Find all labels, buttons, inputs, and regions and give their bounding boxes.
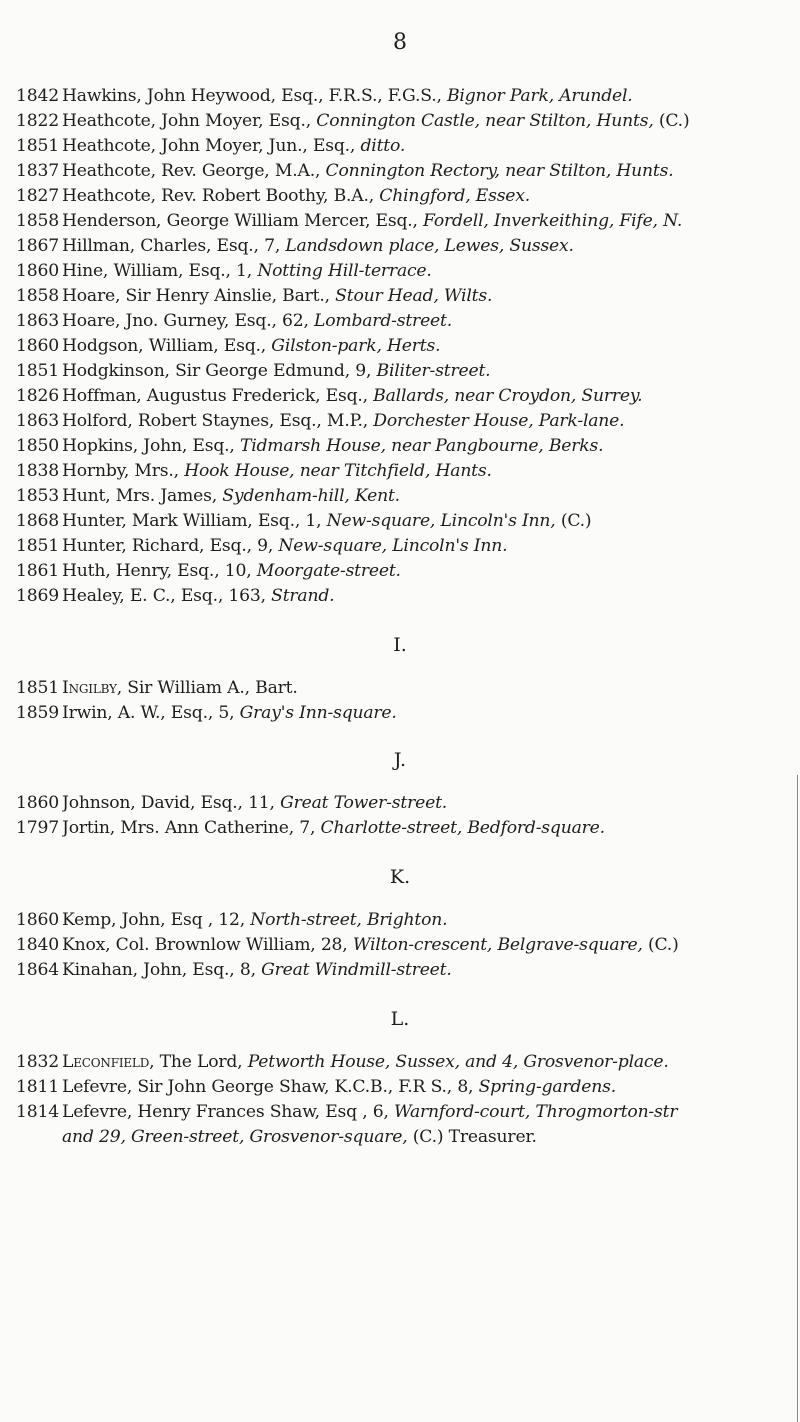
entry-place: Fordell, Inverkeithing, Fife, N. — [423, 211, 683, 231]
entry-surname: Ingilby, — [62, 678, 122, 698]
list-item — [16, 1052, 800, 1077]
entry-tail: (C.) — [555, 511, 592, 531]
entry-year: 1827 — [16, 186, 59, 206]
list-item — [16, 960, 800, 985]
entry-text — [62, 960, 800, 980]
list-item — [16, 311, 800, 336]
entry-place: Hook House, near Titchfield, Hants. — [184, 461, 492, 481]
entry-name: Healey, E. C., Esq., 163, — [62, 586, 272, 606]
section-letter-i: I. — [393, 634, 407, 656]
entry-name: Huth, Henry, Esq., 10, — [62, 561, 257, 581]
list-item — [16, 286, 800, 311]
list-item — [16, 261, 800, 286]
list-item — [16, 411, 800, 436]
entry-place: Warnford-court, Throgmorton-str — [394, 1102, 678, 1122]
member-list — [16, 86, 800, 1152]
entry-text — [62, 161, 800, 181]
page-edge-line — [797, 775, 798, 1422]
entry-year: 1826 — [16, 386, 59, 406]
entry-year: 1850 — [16, 436, 59, 456]
list-item — [16, 935, 800, 960]
entry-text — [62, 561, 800, 581]
entry-name: Heathcote, John Moyer, Jun., Esq., — [62, 136, 361, 156]
list-item — [16, 486, 800, 511]
entry-year: 1861 — [16, 561, 59, 581]
entry-place: Biliter-street. — [376, 361, 491, 381]
entry-place: and 29, Green-street, Grosvenor-square, — [62, 1127, 408, 1147]
entry-continuation — [16, 1127, 800, 1152]
list-item — [16, 86, 800, 111]
list-item — [16, 136, 800, 161]
entry-year: 1840 — [16, 935, 59, 955]
entry-text — [62, 703, 800, 723]
entry-text — [62, 536, 800, 556]
entry-name: Hoffman, Augustus Frederick, Esq., — [62, 386, 374, 406]
entry-year: 1864 — [16, 960, 59, 980]
entry-name: Kinahan, John, Esq., 8, — [62, 960, 262, 980]
entry-text — [62, 261, 800, 281]
entry-text — [62, 1077, 800, 1097]
entry-name: Knox, Col. Brownlow William, 28, — [62, 935, 353, 955]
list-item — [16, 436, 800, 461]
section-k-entries — [16, 910, 800, 985]
entry-name: Hodgkinson, Sir George Edmund, 9, — [62, 361, 377, 381]
entry-text — [62, 111, 800, 131]
entry-year: 1869 — [16, 586, 59, 606]
entry-name: Hornby, Mrs., — [62, 461, 185, 481]
entry-place: ditto. — [360, 136, 406, 156]
entry-year: 1851 — [16, 136, 59, 156]
entry-year: 1838 — [16, 461, 59, 481]
entry-name: Hopkins, John, Esq., — [62, 436, 240, 456]
entry-tail: (C.) — [653, 111, 690, 131]
entry-tail: (C.) — [642, 935, 679, 955]
section-letter-j: J. — [393, 749, 407, 771]
list-item — [16, 386, 800, 411]
list-item — [16, 910, 800, 935]
entry-text — [62, 793, 800, 813]
entry-name: Holford, Robert Staynes, Esq., M.P., — [62, 411, 374, 431]
entry-place: Great Windmill-street. — [261, 960, 452, 980]
entry-text — [62, 236, 800, 256]
entry-place: Lombard-street. — [314, 311, 452, 331]
list-item — [16, 361, 800, 386]
entry-place: New-square, Lincoln's Inn, — [326, 511, 556, 531]
entry-place: Great Tower-street. — [280, 793, 448, 813]
entry-year: 1851 — [16, 361, 59, 381]
entry-year: 1863 — [16, 311, 59, 331]
entry-year: 1832 — [16, 1052, 59, 1072]
entry-tail: (C.) Treasurer. — [407, 1127, 537, 1147]
entry-text — [62, 361, 800, 381]
list-item — [16, 1102, 800, 1127]
entry-name: Lefevre, Sir John George Shaw, K.C.B., F.R S., 8, — [62, 1077, 479, 1097]
entry-name: Hillman, Charles, Esq., 7, — [62, 236, 286, 256]
entry-text — [62, 678, 800, 698]
entry-name: Hunter, Richard, Esq., 9, — [62, 536, 279, 556]
entry-year: 1853 — [16, 486, 59, 506]
entry-text — [62, 211, 800, 231]
entry-name: Hoare, Jno. Gurney, Esq., 62, — [62, 311, 314, 331]
section-h-entries — [16, 86, 800, 611]
entry-year: 1860 — [16, 261, 59, 281]
entry-place: Spring-gardens. — [478, 1077, 616, 1097]
entry-name: Hawkins, John Heywood, Esq., F.R.S., F.G.S., — [62, 86, 447, 106]
entry-text — [62, 86, 800, 106]
entry-place: Moorgate-street. — [256, 561, 401, 581]
entry-text — [62, 436, 800, 456]
entry-text — [62, 935, 800, 955]
list-item — [16, 1077, 800, 1102]
entry-place: Bignor Park, Arundel. — [447, 86, 633, 106]
list-item — [16, 161, 800, 186]
list-item — [16, 186, 800, 211]
entry-text — [62, 411, 800, 431]
entry-year: 1858 — [16, 286, 59, 306]
entry-text — [62, 586, 800, 606]
list-item — [16, 336, 800, 361]
entry-text — [62, 1127, 800, 1147]
entry-place: Connington Castle, near Stilton, Hunts, — [316, 111, 654, 131]
entry-place: Connington Rectory, near Stilton, Hunts. — [325, 161, 674, 181]
list-item — [16, 678, 800, 703]
entry-place: Stour Head, Wilts. — [335, 286, 493, 306]
list-item — [16, 236, 800, 261]
entry-place: Dorchester House, Park-lane. — [373, 411, 625, 431]
entry-year: 1811 — [16, 1077, 59, 1097]
list-item — [16, 111, 800, 136]
entry-place: Wilton-crescent, Belgrave-square, — [352, 935, 643, 955]
entry-name: The Lord, — [154, 1052, 248, 1072]
entry-name: Lefevre, Henry Frances Shaw, Esq , 6, — [62, 1102, 395, 1122]
entry-year: 1868 — [16, 511, 59, 531]
entry-year: 1860 — [16, 336, 59, 356]
entry-place: Sydenham-hill, Kent. — [222, 486, 400, 506]
entry-name: Hunter, Mark William, Esq., 1, — [62, 511, 327, 531]
list-item — [16, 818, 800, 843]
entry-year: 1797 — [16, 818, 59, 838]
entry-name: Heathcote, Rev. George, M.A., — [62, 161, 326, 181]
entry-text — [62, 910, 800, 930]
section-i-entries — [16, 678, 800, 728]
entry-place: Landsdown place, Lewes, Sussex. — [285, 236, 574, 256]
entry-name: Hoare, Sir Henry Ainslie, Bart., — [62, 286, 336, 306]
list-item — [16, 586, 800, 611]
entry-place: Charlotte-street, Bedford-square. — [320, 818, 605, 838]
entry-name: Jortin, Mrs. Ann Catherine, 7, — [62, 818, 321, 838]
entry-text — [62, 1102, 800, 1122]
entry-name: Sir William A., Bart. — [121, 678, 298, 698]
entry-year: 1863 — [16, 411, 59, 431]
entry-name: Irwin, A. W., Esq., 5, — [62, 703, 240, 723]
entry-year: 1860 — [16, 910, 59, 930]
entry-year: 1837 — [16, 161, 59, 181]
section-letter-k: K. — [389, 866, 411, 888]
entry-year: 1851 — [16, 678, 59, 698]
page-number: 8 — [393, 30, 407, 55]
entry-place: Petworth House, Sussex, and 4, Grosvenor-place. — [247, 1052, 669, 1072]
entry-year: 1814 — [16, 1102, 59, 1122]
section-l-entries — [16, 1052, 800, 1127]
entry-place: Tidmarsh House, near Pangbourne, Berks. — [239, 436, 604, 456]
entry-text — [62, 511, 800, 531]
entry-name: Hodgson, William, Esq., — [62, 336, 272, 356]
entry-place: North-street, Brighton. — [250, 910, 448, 930]
entry-year: 1867 — [16, 236, 59, 256]
entry-place: New-square, Lincoln's Inn. — [278, 536, 508, 556]
entry-year: 1842 — [16, 86, 59, 106]
entry-name: Heathcote, Rev. Robert Boothy, B.A., — [62, 186, 380, 206]
entry-text — [62, 136, 800, 156]
entry-text — [62, 286, 800, 306]
entry-place: Gray's Inn-square. — [239, 703, 397, 723]
entry-text — [62, 386, 800, 406]
entry-name: Hunt, Mrs. James, — [62, 486, 223, 506]
entry-name: Kemp, John, Esq , 12, — [62, 910, 251, 930]
entry-year: 1859 — [16, 703, 59, 723]
list-item — [16, 703, 800, 728]
entry-year: 1860 — [16, 793, 59, 813]
entry-text — [62, 186, 800, 206]
section-j-entries — [16, 793, 800, 843]
entry-text — [62, 818, 800, 838]
entry-surname: Leconfield, — [62, 1052, 155, 1072]
entry-text — [62, 336, 800, 356]
entry-text — [62, 311, 800, 331]
list-item — [16, 211, 800, 236]
entry-text — [62, 461, 800, 481]
entry-text — [62, 486, 800, 506]
entry-place: Ballards, near Croydon, Surrey. — [373, 386, 643, 406]
entry-year: 1822 — [16, 111, 59, 131]
entry-year: 1858 — [16, 211, 59, 231]
entry-name: Hine, William, Esq., 1, — [62, 261, 258, 281]
list-item — [16, 511, 800, 536]
entry-place: Chingford, Essex. — [379, 186, 531, 206]
entry-place: Strand. — [271, 586, 335, 606]
entry-text — [62, 1052, 800, 1072]
entry-place: Notting Hill-terrace. — [257, 261, 432, 281]
list-item — [16, 561, 800, 586]
list-item — [16, 793, 800, 818]
list-item — [16, 536, 800, 561]
entry-name: Henderson, George William Mercer, Esq., — [62, 211, 424, 231]
list-item — [16, 461, 800, 486]
section-letter-l: L. — [390, 1008, 410, 1030]
entry-name: Heathcote, John Moyer, Esq., — [62, 111, 317, 131]
entry-place: Gilston-park, Herts. — [271, 336, 441, 356]
entry-name: Johnson, David, Esq., 11, — [62, 793, 281, 813]
entry-year: 1851 — [16, 536, 59, 556]
